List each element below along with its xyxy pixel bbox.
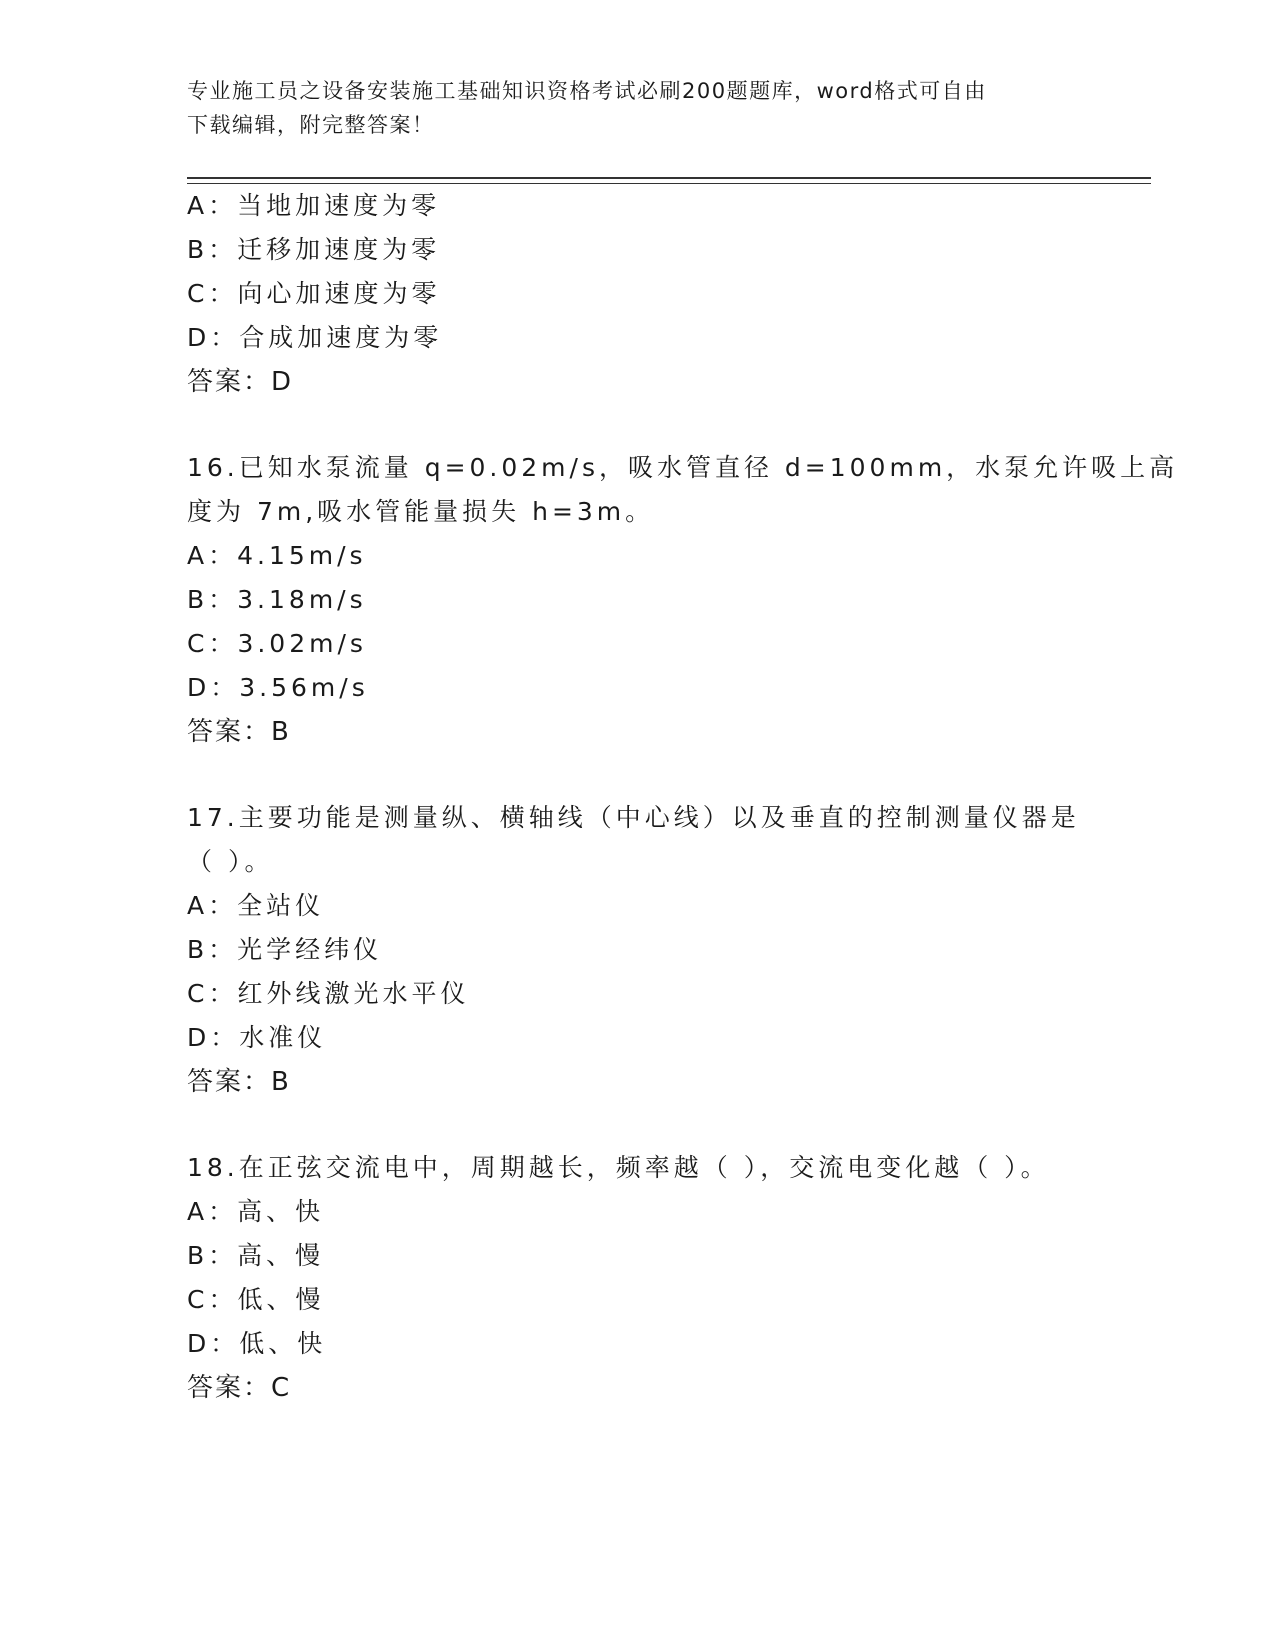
header-title-line-2: 下载编辑，附完整答案！	[187, 113, 435, 137]
q16-option-b: B：3.18m/s	[187, 585, 367, 614]
q18-option-c: C：低、慢	[187, 1285, 325, 1314]
q18-option-a: A：高、快	[187, 1197, 325, 1226]
q17-option-d: D：水准仪	[187, 1023, 327, 1052]
q17-answer: 答案：B	[187, 1067, 291, 1097]
q17-stem-line-1: 17.主要功能是测量纵、横轴线（中心线）以及垂直的控制测量仪器是	[187, 803, 1080, 832]
q17-stem-line-2: （ ）。	[187, 847, 274, 876]
q18-option-d: D：低、快	[187, 1329, 327, 1358]
header-divider-thick	[187, 177, 1151, 179]
q18-answer: 答案：C	[187, 1373, 292, 1403]
q17-option-a: A：全站仪	[187, 891, 325, 920]
q15-option-d: D：合成加速度为零	[187, 323, 443, 352]
q16-answer: 答案：B	[187, 717, 291, 747]
q17-option-c: C：红外线激光水平仪	[187, 979, 470, 1008]
q16-option-c: C：3.02m/s	[187, 629, 367, 658]
document-header	[187, 74, 1077, 142]
q15-answer: 答案：D	[187, 367, 294, 397]
q16-option-d: D：3.56m/s	[187, 673, 369, 702]
header-title-line-1: 专业施工员之设备安装施工基础知识资格考试必刷200题题库，word格式可自由	[187, 79, 987, 103]
q18-stem-line-1: 18.在正弦交流电中，周期越长，频率越（ ），交流电变化越（ ）。	[187, 1153, 1050, 1182]
q16-stem-line-2: 度为 7m,吸水管能量损失 h=3m。	[187, 497, 655, 526]
header-divider-thin	[187, 183, 1151, 184]
q17-option-b: B：光学经纬仪	[187, 935, 383, 964]
q15-option-b: B：迁移加速度为零	[187, 235, 441, 264]
q15-option-c: C：向心加速度为零	[187, 279, 441, 308]
q16-option-a: A：4.15m/s	[187, 541, 367, 570]
q16-stem-line-1: 16.已知水泵流量 q=0.02m/s，吸水管直径 d=100mm，水泵允许吸上高	[187, 453, 1179, 482]
q18-option-b: B：高、慢	[187, 1241, 325, 1270]
q15-option-a: A：当地加速度为零	[187, 191, 441, 220]
